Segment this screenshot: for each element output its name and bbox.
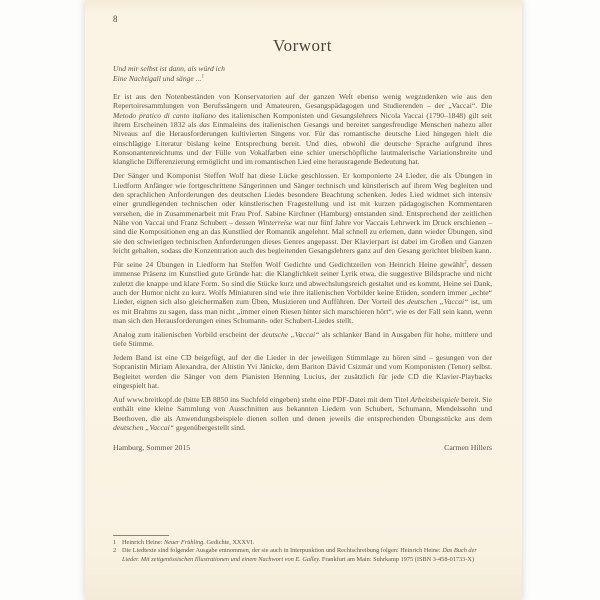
paragraph [113, 171, 492, 255]
italic-text: deutschen „Vaccai“ [406, 297, 469, 307]
footnote-number: 1 [113, 539, 117, 547]
epigraph-line [113, 74, 492, 84]
italic-text: das [199, 120, 210, 130]
text-run: Der Sänger und Komponist Steffen Wolf hat diese Lücke geschlossen. Er komponierte 24 Lieder, die als Übungen in Liedform Anfänger wie fortgeschrittene Sängerinnen und Sänger technisch und künstlerisch auf ihrem Weg begleiten und den sprachlichen Anforderungen des deutschen Liedes besondere Beachtung schenken. Jedes Lied widmet sich intensiv einer grundlegenden technischen oder künstlerischen Fragestellung und ist mit kurzen pädagogischen Kommentaren versehen, die in Zusammenarbeit mit Frau Prof. Sabine Kirchner (Hamburg) entstanden sind. Entsprechend der zeitlichen Nähe von Vaccai und Franz Schubert – dessen [113, 171, 492, 227]
text-run: Auf www.breitkopf.de (bitte EB 8850 ins Suchfeld eingeben) steht eine PDF-Datei mit dem Titel [113, 394, 411, 404]
italic-text: deutsche „Vaccai“ [261, 329, 320, 339]
text-run: gegenübergestellt sind. [173, 422, 246, 432]
page-content [85, 0, 522, 600]
text-run: Er ist aus den Notenbeständen von Konservatorien auf der ganzen Welt ebenso wenig wegzudenken wie aus den Repertoiresammlungen von Berufssängern und Amateuren, Gesangspädagogen und Studierenden – der „Vaccai“. Die [113, 92, 492, 111]
text-run: Frankfurt am Main: Suhrkamp 1975 (ISBN 3-458-01733-X) [320, 555, 475, 563]
italic-text: Eine Nachtigall und sänge ... [113, 73, 202, 83]
text-run: Heinrich Heine: [122, 539, 164, 547]
text-run: Jedem Band ist eine CD beigefügt, auf der die Lieder in der jeweiligen Stimmlage zu hören sind – gesungen von der Sopranistin Miriam Alexandra, der Altistin Yvi Jänicke, dem Bariton Dávid Csizmár und vom Komponisten (Tenor) selbst. Begleitet werden die Sänger von dem Pianisten Henning Lucius, der zusätzlich für jede CD die Klavier-Playbacks eingespielt hat. [113, 352, 492, 390]
text-run: Für seine 24 Übungen in Liedform hat Steffen Wolf Gedichte und Gedichtzeilen von Heinrich Heine gewählt [113, 259, 465, 269]
page-number: 8 [113, 14, 118, 24]
footnote-rule [113, 535, 169, 536]
italic-text: Arbeitsbeispiele [410, 394, 460, 404]
text-run: Einmaleins des italienischen Gesangs und bereitet sangesfreudige Menschen nahezu aller Niveaus auf die Herausforderungen kultivierten Singens vor. Für das romantische deutsche Lied hingegen hielt die einschlägige Literatur bislang keine Entsprechung bereit. Und dies, obwohl die deutsche Sprache aufgrund ihres Konsonantenreichtums und der Fülle von Vokalfarben eine schier unerschöpfliche lautmalerische Variationsbreite und klangliche Differenzierung ermöglicht und im romantischen Lied eine herausragende Bedeutung hat. [113, 120, 492, 167]
text-run: als schlanker Band in Ausgaben für hohe, mittlere und tiefe Stimme. [113, 329, 492, 349]
text-run: ist, um es mit Brahms zu sagen, dass man nicht „immer einen Riesen hinter sich marschieren hört“, wie es der Fall sein kann, wenn man sich den Herausforderungen eines Schumann- oder Schubert-Liedes stellt. [113, 297, 492, 325]
footnote-list [113, 539, 492, 564]
paragraph [113, 260, 492, 325]
paragraph [113, 353, 492, 390]
book-page [85, 0, 522, 600]
footnote-number: 2 [113, 547, 117, 555]
text-run: Gedichte, XXXVI. [204, 539, 255, 547]
paragraph [113, 92, 492, 167]
text-run: , dessen immense Präsenz im Kunstlied gute Gründe hat: die Klanglichkeit seiner Lyrik etwa, die suggestive Bildsprache und nicht zuletzt die knappe und klare Form. So sind die Stücke kurz und abwechslungsreich gestaltet und es kommt, Heine sei Dank, auch der Humor nicht zu kurz. Wolfs Miniaturen sind wie ihre italienischen Vorbilder keine Etüden, sondern immer „echte“ Lieder, eignen sich also gleichermaßen zum Üben, Musizieren und Aufführen. Der Vorteil des [113, 259, 492, 307]
footnote-marker: 1 [201, 72, 204, 79]
text-run: Analog zum italienischen Vorbild erscheint der [113, 329, 262, 339]
italic-text: Winterreise [257, 217, 293, 227]
signature-place-date: Hamburg, Sommer 2015 [113, 443, 191, 453]
footnote [113, 547, 492, 564]
text-run: des italienischen Komponisten und Gesangslehrers Nicola Vaccai (1790–1848) gilt seit ihrem Erscheinen 1832 als [113, 110, 492, 130]
paragraph [113, 395, 492, 432]
italic-text: Und mir selbst ist dann, als würd ich [113, 64, 225, 73]
signature-row [113, 443, 492, 453]
italic-text: Neuer Frühling. [163, 539, 205, 547]
italic-text: Das Buch der Lieder. Mit zeitgenössischen Illustrationen und einem Nachwort von E. Galley. [122, 547, 477, 563]
text-run: bereit. Sie enthält eine kleine Sammlung von Ausschnitten aus bekannten Liedern von Schubert, Schumann, Mendelssohn und Beethoven, die als Anwendungsbeispiele dienen sollen und denen jeweils die entsprechenden Übungsstücke aus dem [113, 394, 492, 423]
text-run: Die Liedtexte sind folgender Ausgabe entnommen, der sie auch in Interpunktion und Rechtschreibung folgen: Heinrich Heine: [122, 547, 443, 555]
signature-author: Carmen Hillers [444, 443, 492, 453]
italic-text: deutschen „Vaccai“ [113, 422, 174, 432]
footnote-marker: 2 [464, 259, 467, 266]
paragraph [113, 330, 492, 349]
page-title: Vorwort [273, 36, 332, 55]
footnotes [113, 535, 492, 564]
epigraph [113, 64, 492, 83]
italic-text: Metodo pratico di canto italiano [113, 110, 216, 120]
text-run: war nur fünf Jahre vor Vaccais Lehrwerk im Druck erschienen – sind die Kompositionen eng an das Kunstlied der Romantik angelehnt. Mal schnell zu erlernen, dann wieder Übungen, sind sie den schwierigen technischen Anforderungen dieses Genres angepasst. Der Klavierpart ist dabei im Großen und Ganzen leicht gehalten, sodass die Konzentration auch des begleitenden Gesangslehrers ganz auf den Gesang gerichtet bleiben kann. [113, 217, 492, 255]
footnote-text [122, 547, 492, 564]
footnote-text [122, 539, 492, 547]
preface-body [113, 92, 492, 432]
footnote [113, 539, 492, 547]
epigraph-line [113, 64, 492, 74]
